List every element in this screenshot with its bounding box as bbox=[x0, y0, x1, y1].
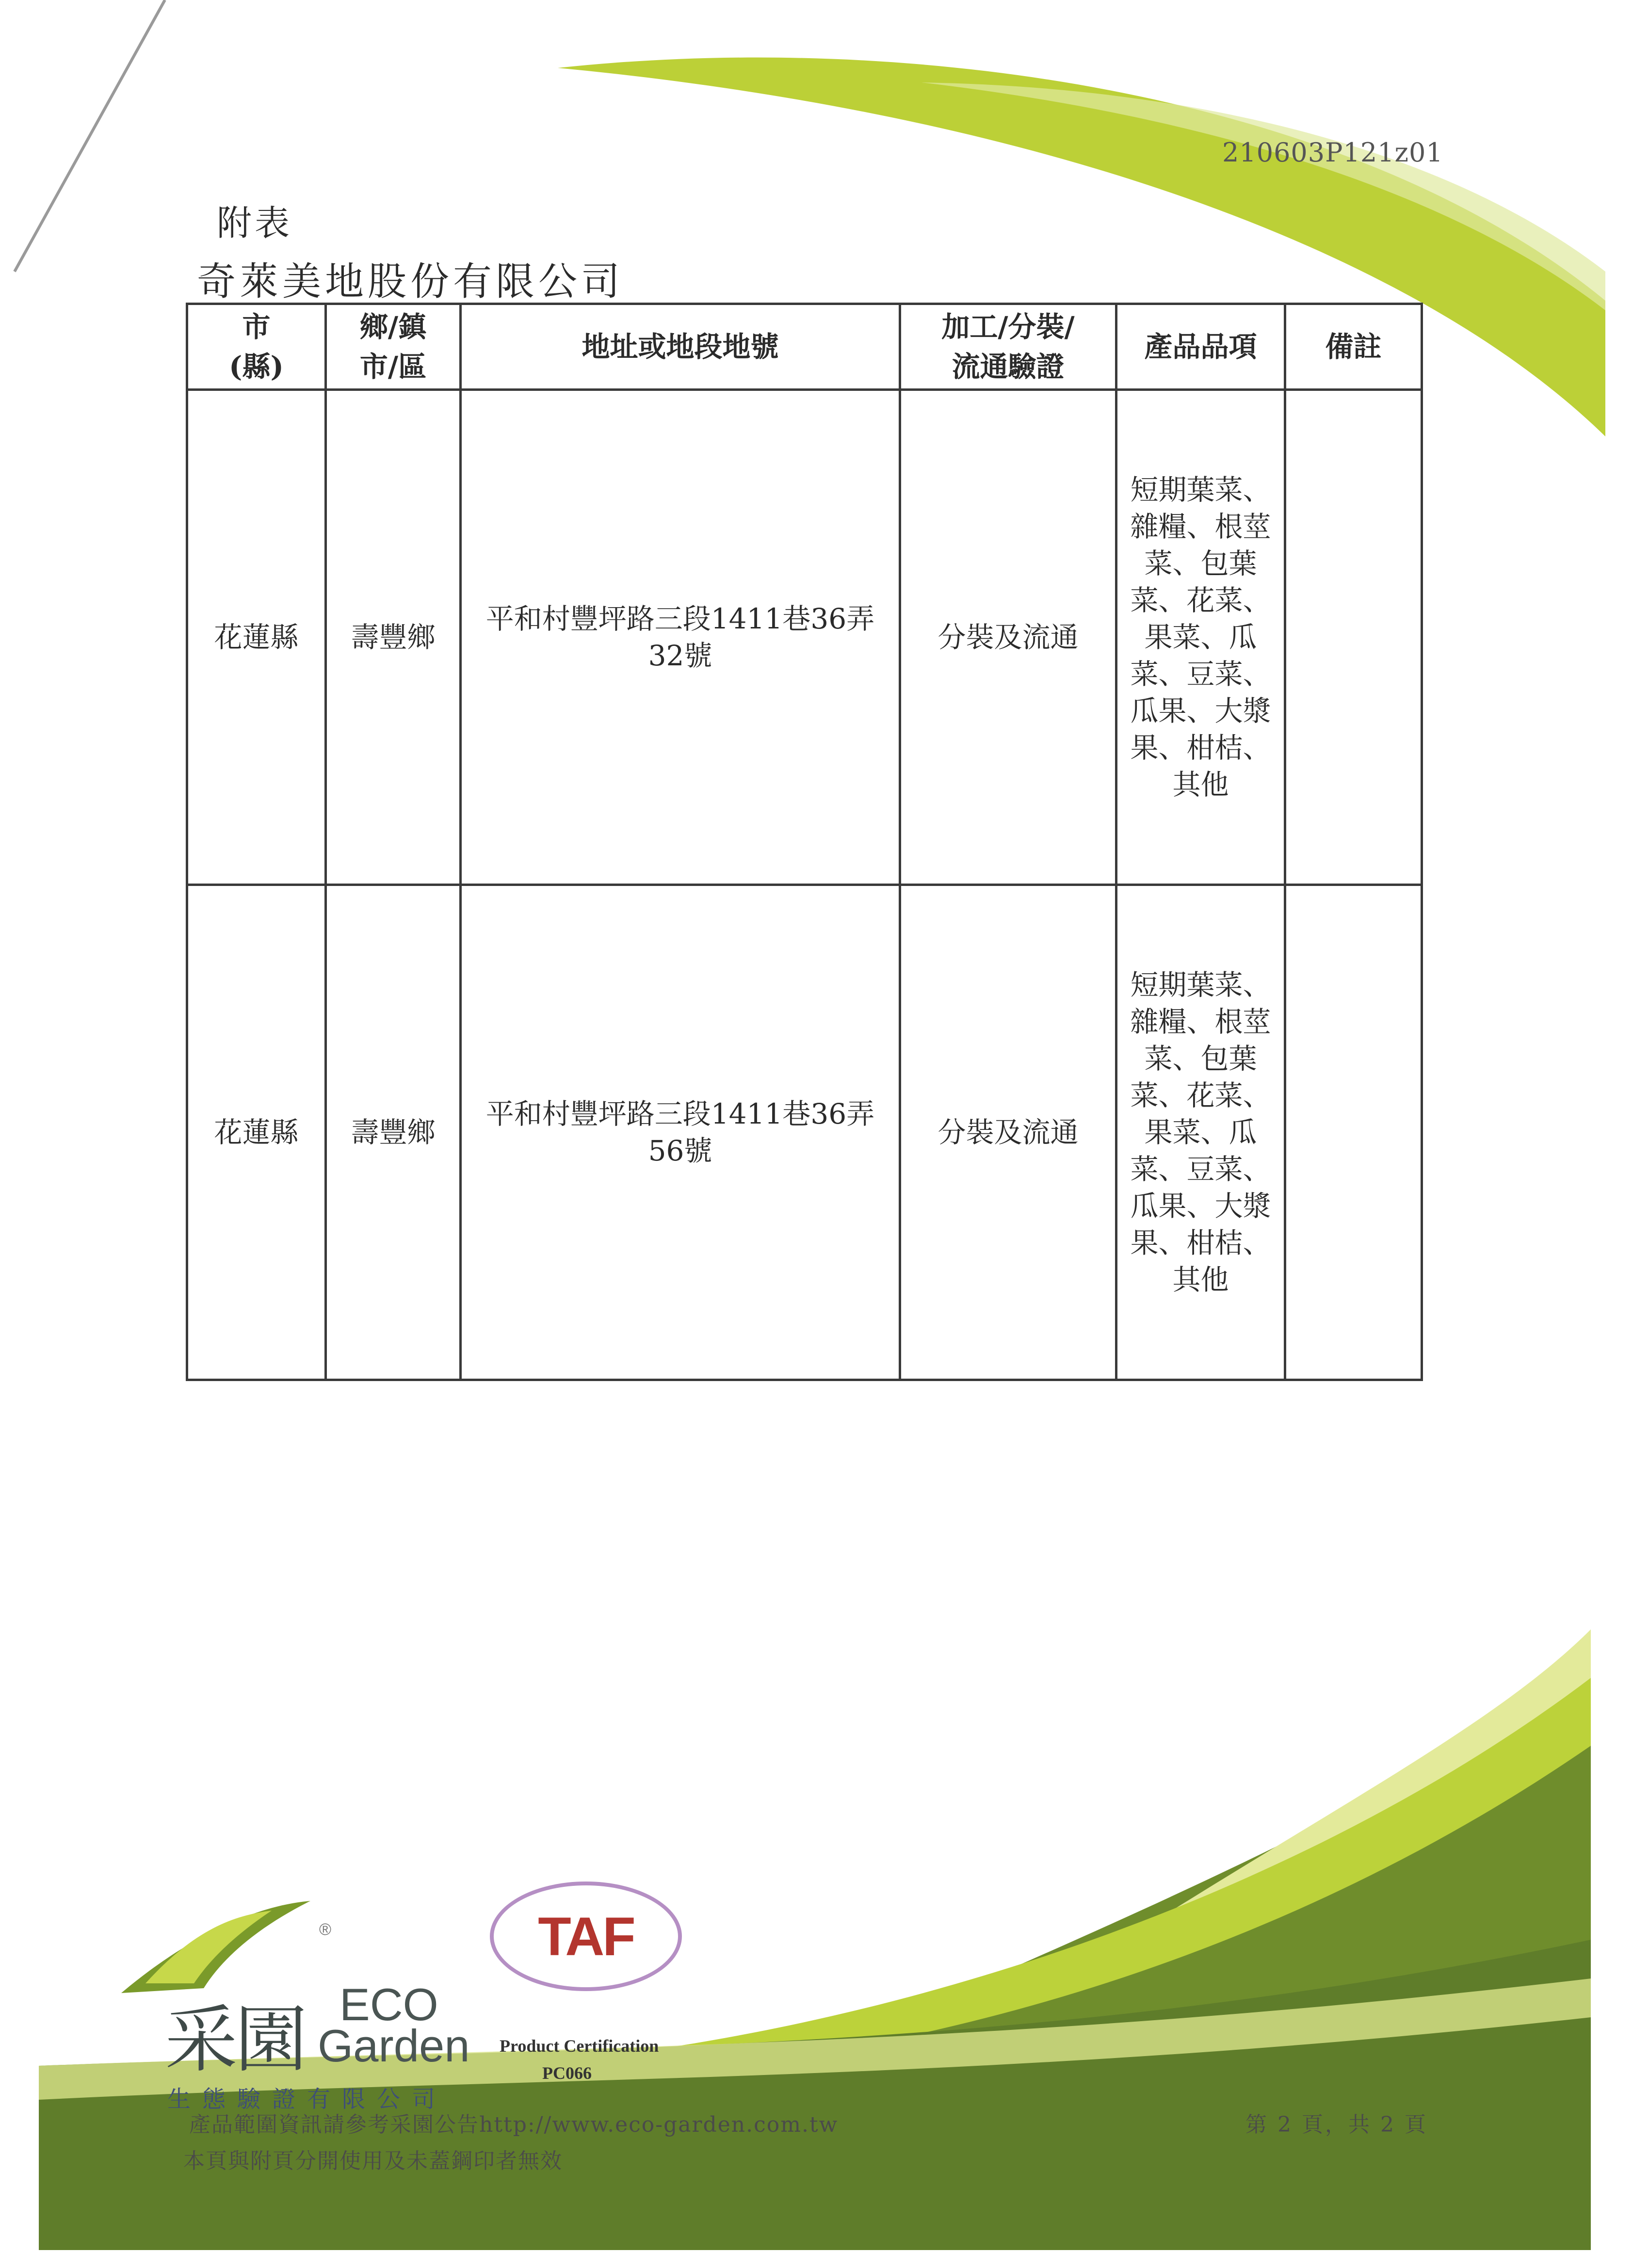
eco-garden-logo-eco: ECO bbox=[340, 1979, 438, 2030]
eco-garden-logo-chinese: 采園 bbox=[165, 1998, 305, 2082]
header-certification: 加工/分裝/ 流通驗證 bbox=[900, 304, 1116, 390]
county-cell: 花蓮縣 bbox=[187, 390, 326, 885]
address-cell: 平和村豐坪路三段1411巷36弄 32號 bbox=[461, 390, 900, 885]
header-address: 地址或地段地號 bbox=[461, 304, 900, 390]
header-county: 市 (縣) bbox=[187, 304, 326, 390]
remarks-cell bbox=[1285, 885, 1422, 1380]
county-cell: 花蓮縣 bbox=[187, 885, 326, 1380]
taf-mark: TAF bbox=[538, 1906, 634, 1967]
table-row bbox=[187, 390, 1422, 885]
header-remarks: 備註 bbox=[1285, 304, 1422, 390]
header-products: 產品品項 bbox=[1116, 304, 1285, 390]
taf-label: Product Certification bbox=[500, 2036, 659, 2056]
certification-table bbox=[186, 303, 1423, 1381]
township-cell: 壽豐鄉 bbox=[326, 390, 461, 885]
products-cell: 短期葉菜、 雜糧、根莖 菜、包葉 菜、花菜、 果菜、瓜 菜、豆菜、 瓜果、大漿 果、柑桔、 其他 bbox=[1116, 885, 1285, 1380]
page-number: 第 2 頁，共 2 頁 bbox=[1245, 2112, 1428, 2137]
footer-info-link: 產品範圍資訊請參考采園公告http://www.eco-garden.com.tw bbox=[189, 2112, 839, 2137]
taf-code: PC066 bbox=[542, 2063, 592, 2083]
company-name: 奇萊美地股份有限公司 bbox=[197, 259, 624, 304]
products-cell: 短期葉菜、 雜糧、根莖 菜、包葉 菜、花菜、 果菜、瓜 菜、豆菜、 瓜果、大漿 果、柑桔、 其他 bbox=[1116, 390, 1285, 885]
footer-validity-note: 本頁與附頁分開使用及未蓋鋼印者無效 bbox=[183, 2149, 563, 2173]
certification-cell: 分裝及流通 bbox=[900, 885, 1116, 1380]
header-township: 鄉/鎮 市/區 bbox=[326, 304, 461, 390]
eco-garden-company: 生態驗證有限公司 bbox=[167, 2086, 447, 2113]
table-row bbox=[187, 885, 1422, 1380]
annex-title: 附表 bbox=[217, 203, 293, 243]
taf-logo bbox=[490, 1882, 682, 1991]
township-cell: 壽豐鄉 bbox=[326, 885, 461, 1380]
registered-mark: ® bbox=[319, 1920, 332, 1939]
address-cell: 平和村豐坪路三段1411巷36弄 56號 bbox=[461, 885, 900, 1380]
eco-garden-logo-garden: Garden bbox=[318, 2020, 470, 2071]
table-header-row bbox=[187, 304, 1422, 390]
remarks-cell bbox=[1285, 390, 1422, 885]
document-id: 210603P121z01 bbox=[1222, 137, 1443, 168]
certification-cell: 分裝及流通 bbox=[900, 390, 1116, 885]
